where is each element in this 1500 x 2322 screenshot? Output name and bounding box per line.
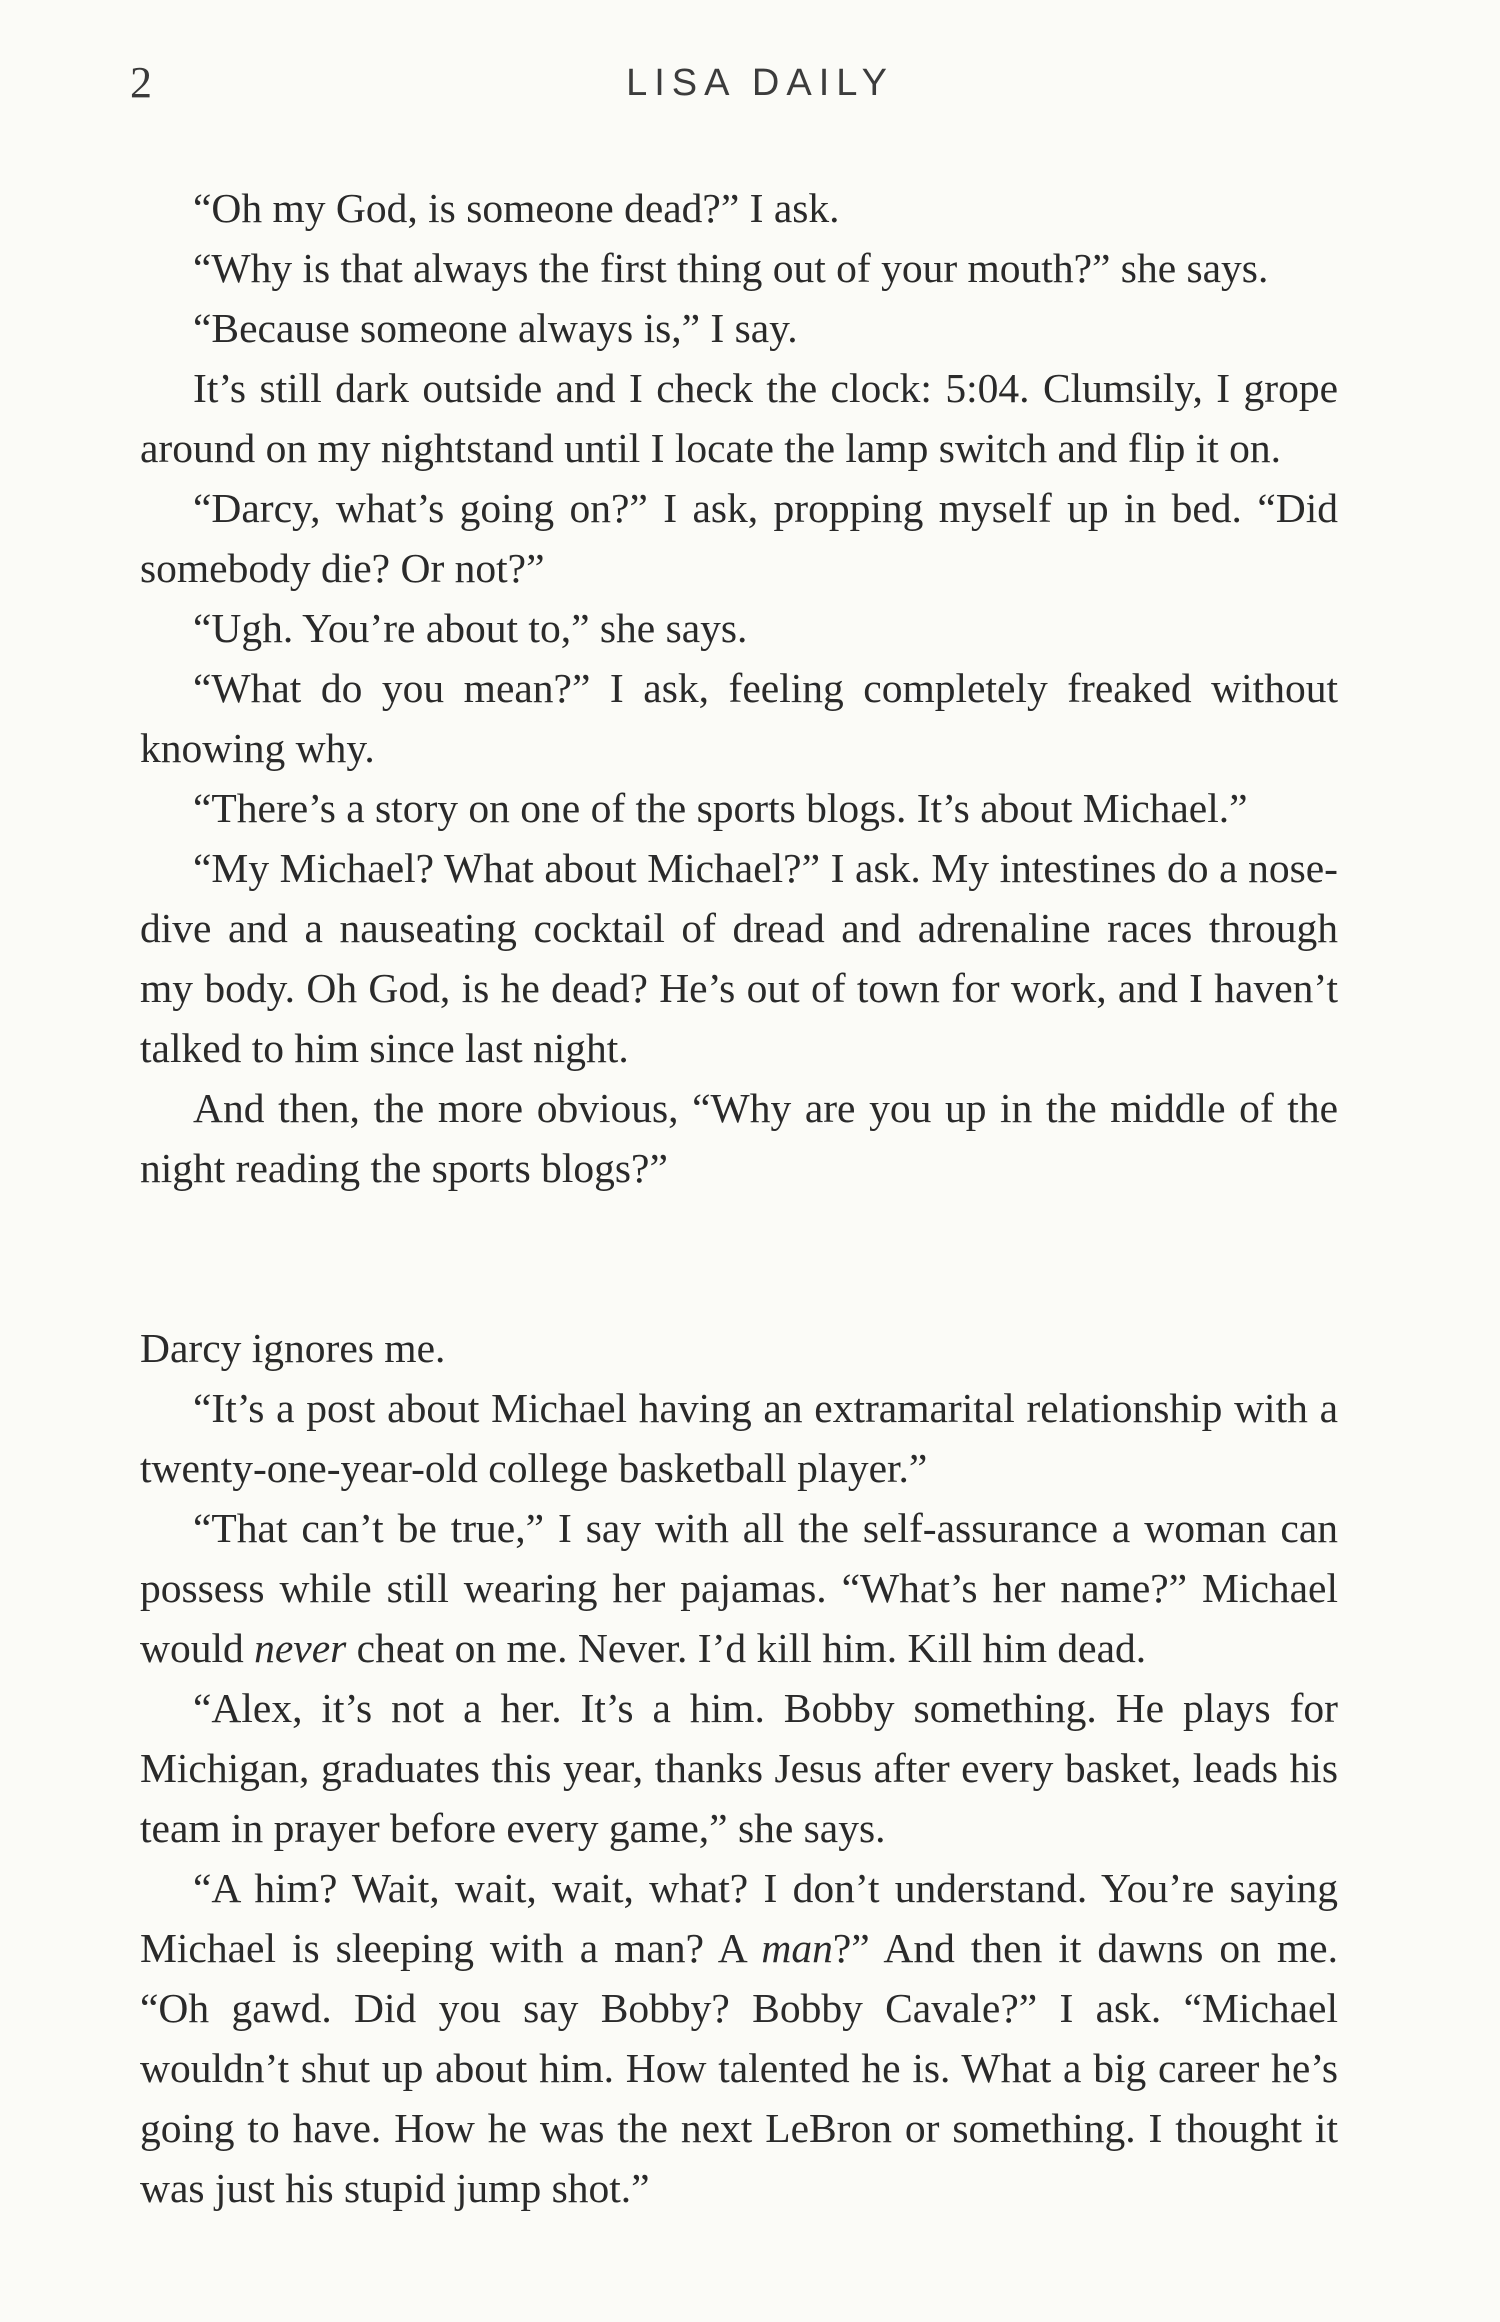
page-header [0, 58, 1500, 108]
paragraph: “It’s a post about Michael having an extramarital relationship with a twenty-one-year-old college basketball player.” [140, 1385, 1338, 1491]
paragraph: And then, the more obvious, “Why are you up in the middle of the night reading the sports blogs?” [140, 1085, 1338, 1191]
paragraph [140, 1498, 1338, 1678]
body-text [140, 178, 1338, 2218]
text-run: ?” And then it dawns on me. “Oh gawd. Did you say Bobby? Bobby Cavale?” I ask. “Michael wouldn’t shut up about him. How talented he is. What a big career he’s going to have. How he was the next LeBron or something. I thought it was just his stupid jump shot.” [140, 1925, 1338, 2211]
paragraph: “Oh my God, is someone dead?” I ask. [193, 185, 840, 231]
paragraph: “Alex, it’s not a her. It’s a him. Bobby something. He plays for Michigan, graduates this year, thanks Jesus after every basket, leads his team in prayer before every game,” she says. [140, 1685, 1338, 1851]
running-head-author: LISA DAILY [626, 62, 894, 104]
text-run: cheat on me. Never. I’d kill him. Kill him dead. [346, 1625, 1147, 1671]
text-run: “A him? Wait, wait, wait, what? I don’t understand. You’re saying Michael is sleeping with a man? A [140, 1865, 1338, 1971]
paragraph-section-start: Darcy ignores me. [140, 1325, 446, 1371]
paragraph: “Why is that always the first thing out of your mouth?” she says. [193, 245, 1269, 291]
paragraph: It’s still dark outside and I check the clock: 5:04. Clumsily, I grope around on my nightstand until I locate the lamp switch and flip it on. [140, 365, 1338, 471]
paragraph: “Darcy, what’s going on?” I ask, propping myself up in bed. “Did somebody die? Or not?” [140, 485, 1338, 591]
paragraph: “Ugh. You’re about to,” she says. [193, 605, 748, 651]
paragraph: “My Michael? What about Michael?” I ask. My intestines do a nose-dive and a nauseating cocktail of dread and adrenaline races through my body. Oh God, is he dead? He’s out of town for work, and I haven’t talked to him since last night. [140, 845, 1338, 1071]
paragraph: “Because someone always is,” I say. [193, 305, 798, 351]
paragraph: “What do you mean?” I ask, feeling completely freaked without knowing why. [140, 665, 1338, 771]
emphasized-word: man [761, 1925, 833, 1971]
paragraph [140, 1858, 1338, 2218]
emphasized-word: never [254, 1625, 347, 1671]
page-number: 2 [130, 58, 152, 107]
paragraph: “There’s a story on one of the sports blogs. It’s about Michael.” [193, 785, 1248, 831]
text-run: “That can’t be true,” I say with all the self-assurance a woman can possess while still wearing her pajamas. “What’s her name?” Michael would [140, 1505, 1338, 1671]
